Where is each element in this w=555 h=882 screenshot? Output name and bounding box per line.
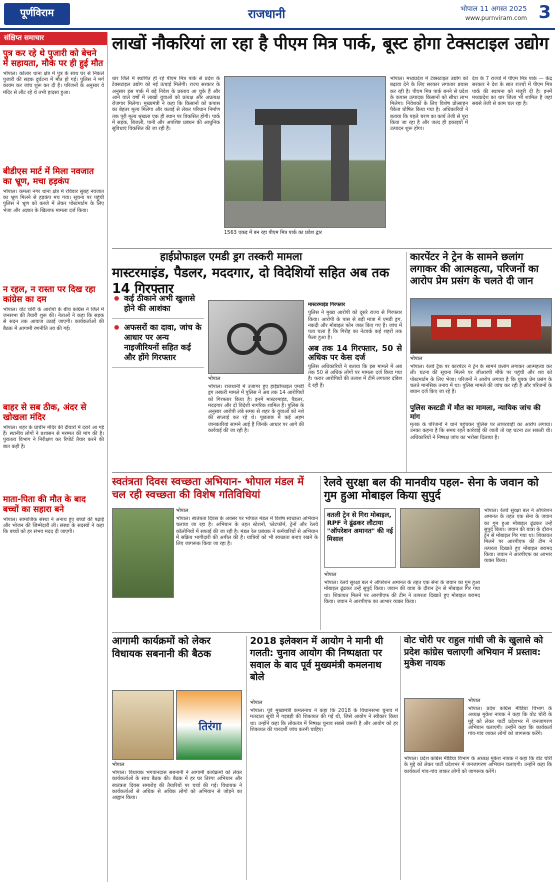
train-illustration (411, 299, 552, 354)
brief-headline[interactable]: बाहर से सब ठीक, अंदर से खोखला मंदिर (3, 403, 87, 423)
brief-item (0, 281, 107, 399)
column-divider (406, 252, 407, 472)
brief-item (0, 163, 107, 281)
train-subtext: मृतक के परिजनों ने थाने पहुंचकर पुलिस पर लापरवाही का आरोप लगाया। उनका कहना है कि समय रहते कार्रवाई की जाती तो यह घटना टल सकती थी। अधिकारियों ने निष्पक्ष जांच का भरोसा दिलाया है। (410, 422, 552, 441)
brief-text: भोपाल। वोट चोरी के आरोपों के बीच कांग्रेस ने जिले में जनसभा की तैयारी शुरू की। नेताओं ने कहा कि सड़क से सदन तक आवाज उठाई जाएगी। कार्यकर्ताओं की बैठक में आगामी रणनीति तय की गई। (3, 307, 104, 332)
crime-text-main: भोपाल। राजधानी में उजागर हुए हाईप्रोफाइल एमडी ड्रग तस्करी मामले में पुलिस ने अब तक 14 आरोपियों को गिरफ्तार किया है। इनमें मास्टरमाइंड, पैडलर, मददगार और दो विदेशी नागरिक शामिल हैं। पुलिस के अनुसार आरोपी लंबे समय से शहर के युवाओं को नशे की सप्लाई कर रहे थे। पूछताछ में कई अहम जानकारियां सामने आई हैं जिनके आधार पर आगे की कार्रवाई की जा रही है। (208, 384, 304, 435)
lead-headline[interactable]: लाखों नौकरियां ला रहा है पीएम मित्र पार्क, बूस्ट होगा टेक्सटाइल उद्योग (112, 34, 549, 54)
brief-text: भोपाल। सामाजिक संस्था ने अनाथ हुए बच्चों की पढ़ाई और भोजन की जिम्मेदारी ली। संस्था के सदस्यों ने कहा कि बच्चों को हर संभव मदद दी जाएगी। (3, 517, 104, 536)
train-subhead: पुलिस कस्टडी में मौत का मामला, न्यायिक जांच की मांग (410, 404, 541, 421)
crime-headline[interactable]: मास्टरमाइंड, पैडलर, मददगार, दो विदेशियों सहित अब तक 14 गिरफ्तार (112, 266, 390, 297)
highlight-item: ● अफसरों का दावा, जांच के आधार पर अन्य नाइजीरियनों सहित कई और होंगे गिरफ्तार (112, 319, 204, 368)
crime-subhead-2: अब तक 14 गिरफ्तार, 50 से अधिक पर केस दर्ज (308, 343, 402, 362)
tiranga-banner-photo (176, 690, 242, 760)
handcuff-illustration (209, 301, 304, 374)
mukesh-nayak-photo (404, 698, 464, 752)
rpf-quote: वतली ट्रेन से गिरा मोबाइल, RPF ने ढूंढकर लौटाया "ऑपरेशन अमानत" की नई मिसाल (327, 511, 393, 543)
rpf-text-right: भोपाल। रेलवे सुरक्षा बल ने ऑपरेशन अमानत के तहत एक सेना के जवान का गुम हुआ मोबाइल ढूंढकर उन्हें सुपुर्द किया। जवान की यात्रा के दौरान ट्रेन से मोबाइल गिर गया था। शिकायत मिलने पर आरपीएफ की टीम ने तत्परता दिखाते हुए मोबाइल बरामद किया। जवान ने आरपीएफ का आभार व्यक्त किया। (484, 508, 552, 565)
lead-photo-caption: 1563 एकड़ में बन रहा पीएम मित्र पार्क का प्रवेश द्वार (224, 230, 322, 236)
brief-text: भोपाल। शहर के प्राचीन मंदिर की दीवारों में दरारें आ गई हैं। स्थानीय लोगों ने प्रशासन से मरम्मत की मांग की है। पुरातत्व विभाग ने निरीक्षण कर रिपोर्ट तैयार करने की बात कही है। (3, 425, 104, 450)
brief-item (0, 399, 107, 491)
textile-park-gate-photo (224, 76, 386, 228)
train-tag: भोपाल (410, 356, 423, 362)
lead-text-left: धार जिले में स्थापित हो रहे पीएम मित्र पार्क से प्रदेश के टेक्सटाइल उद्योग को नई ऊंचाई मिलेगी। राज्य सरकार के अनुसार इस पार्क में बड़े निवेश के प्रस्ताव आ चुके हैं और आने वाले वर्षों में लाखों युवाओं को प्रत्यक्ष और अप्रत्यक्ष रोजगार मिलेगा। मुख्यमंत्री ने कहा कि किसानों को कपास का बेहतर मूल्य मिलेगा और कताई से लेकर परिधान निर्माण तक पूरी मूल्य श्रृंखला एक ही स्थान पर विकसित होगी। पार्क में सड़क, बिजली, पानी और अपशिष्ट प्रबंधन की आधुनिक सुविधाएं विकसित की जा रही हैं। (112, 76, 220, 133)
brief-headline[interactable]: न रहल, न रास्ता पर दिख रहा कांग्रेस का दम (3, 285, 96, 305)
rpf-text-left: भोपाल। रेलवे सुरक्षा बल ने ऑपरेशन अमानत के तहत एक सेना के जवान का गुम हुआ मोबाइल ढूंढकर उन्हें सुपुर्द किया। जवान की यात्रा के दौरान ट्रेन से मोबाइल गिर गया था। शिकायत मिलने पर आरपीएफ की टीम ने तत्परता दिखाते हुए मोबाइल बरामद किया। जवान ने आरपीएफ का आभार व्यक्त किया। (324, 580, 480, 605)
dateline (460, 4, 527, 24)
section-divider (112, 472, 552, 473)
cleanliness-text: भोपाल। स्वतंत्रता दिवस के अवसर पर भोपाल मंडल में विशेष स्वच्छता अभियान चलाया जा रहा है। अभियान के तहत स्टेशनों, प्लेटफॉर्म, ट्रेनों और रेलवे कॉलोनियों में सफाई की जा रही है। मंडल रेल प्रबंधक ने कर्मचारियों से अभियान में सक्रिय भागीदारी की अपील की है। यात्रियों को भी स्वच्छता बनाए रखने के लिए जागरूक किया जा रहा है। (176, 516, 318, 548)
crime-kicker: हाईप्रोफाइल एमडी ड्रग तस्करी मामला (160, 251, 303, 263)
brief-headline[interactable]: बीडीएस मार्ट में मिला नवजात का भ्रूण, मचा हड़कंप (3, 167, 94, 187)
crime-text-right (308, 302, 402, 470)
train-text: भोपाल। रेलवे ट्रैक पर कारपेंटर ने ट्रेन के सामने छलांग लगाकर आत्महत्या कर ली। घटना की सूचना मिलने पर जीआरपी मौके पर पहुंची और शव को पोस्टमार्टम के लिए भेजा। परिजनों ने आरोप लगाया है कि युवक प्रेम प्रसंग के चलते मानसिक तनाव में था। पुलिस मामले की जांच कर रही है और परिजनों के बयान दर्ज किए जा रहे हैं। (410, 364, 552, 396)
brief-item (0, 45, 107, 163)
gate-illustration (225, 77, 386, 228)
crime-highlights (112, 290, 204, 466)
highlight-item: ● कई ठीकाने अभी खुलासे होने की आशंका (112, 290, 204, 319)
cleanliness-headline[interactable]: स्वतंत्रता दिवस स्वच्छता अभियान- भोपाल मंडल में चल रही स्वच्छता की विशेष गतिविधियां (112, 476, 304, 501)
mla-meeting-tag: भोपाल (112, 762, 125, 768)
brief-item (0, 491, 107, 583)
column-divider (320, 476, 321, 630)
crime-text-paragraph: पुलिस ने मुख्य आरोपी को दूसरे राज्य से गिरफ्तार किया। आरोपी के पास से बड़ी मात्रा में एमडी ड्रग, नकदी और मोबाइल फोन जब्त किए गए हैं। जांच में पता चला है कि गिरोह का नेटवर्क कई शहरों तक फैला हुआ है। (308, 310, 402, 342)
page-number: 3 (538, 2, 551, 23)
masthead (0, 0, 555, 30)
cleanliness-photo (112, 508, 174, 598)
left-rail-briefs (0, 32, 108, 882)
brief-headline[interactable]: पुत्र कर रहे थे पुजारी को बेचने में सहायता, मौके पर ही हुई मौत (3, 49, 104, 69)
crime-text-paragraph-2: पुलिस अधिकारियों ने बताया कि इस मामले में अब तक 50 से अधिक लोगों पर मामला दर्ज किया गया है। फरार आरोपियों की तलाश में टीमें लगातार दबिश दे रही हैं। (308, 363, 402, 389)
newspaper-logo[interactable]: पूर्णविराम (4, 3, 70, 25)
rpf-headline[interactable]: रेलवे सुरक्षा बल की मानवीय पहल- सेना के जवान को गुम हुआ मोबाइल किया सुपुर्द (324, 476, 539, 502)
section-title: राजधानी (248, 7, 286, 21)
edition-date: भोपाल 11 अगस्त 2025 (460, 5, 527, 13)
mla-meeting-photo (112, 690, 174, 760)
brief-headline[interactable]: माता-पिता की मौत के बाद बच्चों का सहारा बने (3, 495, 86, 515)
rpf-quote-box (324, 508, 396, 568)
rpf-tag: भोपाल (324, 572, 337, 578)
website-link[interactable]: www.purnviram.com (465, 15, 527, 22)
briefs-band: संक्षिप्त समाचार (0, 32, 107, 45)
brief-text: भोपाल। कमला नगर थाना क्षेत्र में रविवार सुबह नवजात का भ्रूण मिलने से हड़कंप मच गया। सूचना पर पहुंची पुलिस ने भ्रूण को कब्जे में लेकर पोस्टमार्टम के लिए भेजा और अज्ञात के खिलाफ मामला दर्ज किया। (3, 189, 104, 214)
vote-theft-headline[interactable]: वोट चोरी पर राहुल गांधी जी के खुलासे को प्रदेश कांग्रेस चलाएगी अभियान में प्रस्ताव: मुकेश नायक (404, 636, 543, 669)
brief-text: भोपाल। कोलार थाना क्षेत्र में पुत्र के साथ घर से निकले पुजारी की सड़क दुर्घटना में मौत हो गई। पुलिस ने मर्ग कायम कर जांच शुरू कर दी है। परिजनों के अनुसार वे मंदिर से लौट रहे थे तभी हादसा हुआ। (3, 71, 104, 96)
crime-subhead: मास्टरमाइंड गिरफ्तार (308, 302, 345, 308)
column-divider (400, 636, 401, 880)
rpf-photo (400, 508, 480, 568)
vote-theft-text: भोपाल। प्रदेश कांग्रेस मीडिया विभाग के अध्यक्ष मुकेश नायक ने कहा कि वोट चोरी के मुद्दे को लेकर पार्टी प्रदेशभर में जनजागरण अभियान चलाएगी। उन्होंने कहा कि कार्यकर्ता गांव-गांव जाकर लोगों को जागरूक करेंगे। (404, 756, 552, 775)
lead-sidebar-text: देश के 7 राज्यों में पीएम मित्र पार्क — केंद्र सरकार ने देश के सात राज्यों में पीएम मित्र पार्क की स्थापना को मंजूरी दी है। इनमें मध्यप्रदेश का धार जिला भी शामिल है जहां सबसे तेजी से काम चल रहा है। (472, 76, 552, 108)
section-divider (112, 632, 552, 633)
lead-text-right: भोपाल। मध्यप्रदेश में टेक्सटाइल उद्योग को बढ़ावा देने के लिए सरकार लगातार प्रयास कर रही है। पीएम मित्र पार्क बनने से प्रदेश के कपास उत्पादक किसानों को सीधा लाभ मिलेगा। निवेशकों के लिए विशेष प्रोत्साहन पैकेज घोषित किया गया है। अधिकारियों ने बताया कि पहले चरण का कार्य तेजी से पूरा किया जा रहा है और जल्द ही इकाइयों में उत्पादन शुरू होगा। (390, 76, 468, 133)
train-headline[interactable]: कारपेंटर ने ट्रेन के सामने छलांग लगाकर की आत्महत्या, परिजनों का आरोप प्रेम प्रसंग के चलते दी जान (410, 252, 539, 287)
section-divider (112, 248, 552, 249)
kamalnath-text: भोपाल। पूर्व मुख्यमंत्री कमलनाथ ने कहा कि 2018 के विधानसभा चुनाव में मतदाता सूची में गड़बड़ी की शिकायत की गई थी, जिसे आयोग ने स्वीकार किया था। उन्होंने कहा कि लोकतंत्र में निष्पक्ष चुनाव सबसे जरूरी है और आयोग को हर शिकायत की पारदर्शी जांच करनी चाहिए। (250, 708, 398, 733)
kamalnath-headline[interactable]: 2018 इलेक्शन में आयोग ने मानी थी गलती: चुनाव आयोग की निष्पक्षता पर सवाल के बाद पूर्व मुख्यमंत्री कमलनाथ बोले (250, 636, 384, 683)
mla-meeting-text: भोपाल। विधायक भगवानदास सबनानी ने आगामी कार्यक्रमों को लेकर कार्यकर्ताओं के साथ बैठक की। बैठक में हर घर तिरंगा अभियान और स्वतंत्रता दिवस समारोह की तैयारियों पर चर्चा की गई। विधायक ने कार्यकर्ताओं से अधिक से अधिक लोगों को अभियान से जोड़ने का आह्वान किया। (112, 770, 242, 802)
kamalnath-tag: भोपाल (250, 700, 263, 706)
cleanliness-tag: भोपाल (176, 508, 189, 514)
tiranga-banner-text: तिरंगा (198, 720, 222, 733)
train-photo (410, 298, 552, 354)
vote-theft-text-top: भोपाल। प्रदेश कांग्रेस मीडिया विभाग के अध्यक्ष मुकेश नायक ने कहा कि वोट चोरी के मुद्दे को लेकर पार्टी प्रदेशभर में जनजागरण अभियान चलाएगी। उन्होंने कहा कि कार्यकर्ता गांव-गांव जाकर लोगों को जागरूक करेंगे। (468, 706, 552, 738)
mla-meeting-headline[interactable]: आगामी कार्यक्रमों को लेकर विधायक सबनानी की बैठक (112, 636, 212, 660)
handcuff-photo (208, 300, 304, 374)
vote-theft-tag: भोपाल (468, 698, 481, 704)
crime-photo-tag: भोपाल (208, 376, 221, 382)
column-divider (246, 636, 247, 880)
